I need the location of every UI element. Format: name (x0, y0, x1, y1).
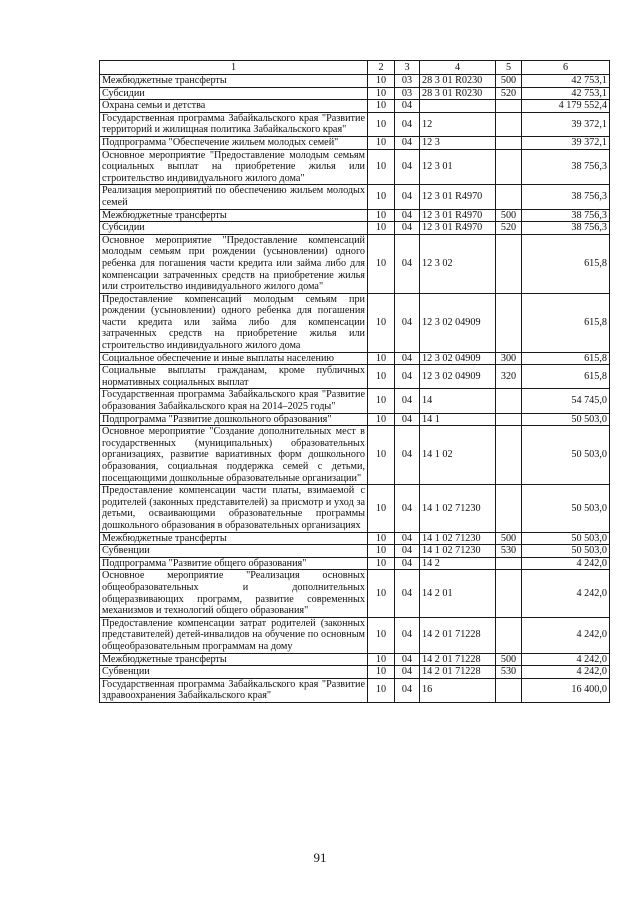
item-name-cell: Предоставление компенсации части платы, взимаемой с родителей (законных представителей) за присмотр и уход за детьми, осваивающими образовательные программы дошкольного образования в образовательных организациях (100, 485, 368, 532)
section-code-cell: 10 (368, 136, 395, 149)
item-name-cell: Основное мероприятие "Предоставление компенсаций молодым семьям при рождении (усыновлении) одного ребенка для погашения части кредита или займа либо для компенсации затраченных средств на приобретение жилья или строительство индивидуального жилого дома" (100, 234, 368, 293)
expense-type-cell: 530 (496, 666, 522, 679)
item-name-cell: Межбюджетные трансферты (100, 75, 368, 88)
amount-cell: 615,8 (522, 352, 610, 365)
target-article-cell: 12 3 01 (420, 149, 496, 185)
amount-cell: 4 242,0 (522, 570, 610, 617)
budget-table (99, 60, 610, 703)
item-name-cell: Предоставление компенсаций молодым семьям при рождении (усыновлении) одного ребенка для погашения части кредита или займа либо для компенсации затраченных средств на приобретение жилья или строительство индивидуального жилого дома (100, 293, 368, 352)
target-article-cell: 14 1 (420, 413, 496, 426)
expense-type-cell (496, 678, 522, 702)
target-article-cell: 14 1 02 (420, 426, 496, 485)
subsection-code-cell: 04 (395, 413, 420, 426)
expense-type-cell: 320 (496, 365, 522, 389)
table-row (100, 100, 610, 113)
target-article-cell: 14 1 02 71230 (420, 545, 496, 558)
column-header-1: 1 (100, 61, 368, 75)
target-article-cell: 14 2 01 71228 (420, 666, 496, 679)
expense-type-cell (496, 293, 522, 352)
amount-cell: 42 753,1 (522, 87, 610, 100)
subsection-code-cell: 04 (395, 352, 420, 365)
section-code-cell: 10 (368, 617, 395, 653)
section-code-cell: 10 (368, 570, 395, 617)
item-name-cell: Предоставление компенсации затрат родителей (законных представителей) детей-инвалидов на обучение по основным общеобразовательным программам на дому (100, 617, 368, 653)
subsection-code-cell: 04 (395, 149, 420, 185)
item-name-cell: Подпрограмма "Обеспечение жильем молодых семей" (100, 136, 368, 149)
expense-type-cell (496, 136, 522, 149)
column-header-5: 5 (496, 61, 522, 75)
expense-type-cell: 500 (496, 653, 522, 666)
subsection-code-cell: 04 (395, 666, 420, 679)
expense-type-cell (496, 100, 522, 113)
expense-type-cell (496, 485, 522, 532)
amount-cell: 50 503,0 (522, 532, 610, 545)
item-name-cell: Основное мероприятие "Предоставление молодым семьям социальных выплат на приобретение жилья или строительство индивидуального жилого дома" (100, 149, 368, 185)
subsection-code-cell: 04 (395, 185, 420, 209)
amount-cell: 4 242,0 (522, 653, 610, 666)
item-name-cell: Субвенции (100, 545, 368, 558)
amount-cell: 38 756,3 (522, 209, 610, 222)
item-name-cell: Подпрограмма "Развитие общего образования" (100, 557, 368, 570)
table-row (100, 485, 610, 532)
table-row (100, 532, 610, 545)
amount-cell: 50 503,0 (522, 545, 610, 558)
expense-type-cell (496, 185, 522, 209)
item-name-cell: Основное мероприятие "Создание дополнительных мест в государственных (муниципальных) образовательных организациях, развитие вариативных форм дошкольного образования, социальная поддержка семей с детьми, посещающими дошкольные образовательные организации" (100, 426, 368, 485)
amount-cell: 615,8 (522, 365, 610, 389)
amount-cell: 4 179 552,4 (522, 100, 610, 113)
amount-cell: 4 242,0 (522, 557, 610, 570)
table-row (100, 666, 610, 679)
section-code-cell: 10 (368, 75, 395, 88)
subsection-code-cell: 04 (395, 485, 420, 532)
target-article-cell: 14 2 01 71228 (420, 617, 496, 653)
amount-cell: 38 756,3 (522, 222, 610, 235)
item-name-cell: Межбюджетные трансферты (100, 209, 368, 222)
amount-cell: 50 503,0 (522, 413, 610, 426)
expense-type-cell (496, 617, 522, 653)
subsection-code-cell: 04 (395, 426, 420, 485)
target-article-cell: 12 3 01 R4970 (420, 222, 496, 235)
expense-type-cell: 500 (496, 532, 522, 545)
amount-cell: 38 756,3 (522, 149, 610, 185)
target-article-cell (420, 100, 496, 113)
subsection-code-cell: 03 (395, 75, 420, 88)
section-code-cell: 10 (368, 532, 395, 545)
amount-cell: 50 503,0 (522, 485, 610, 532)
section-code-cell: 10 (368, 389, 395, 413)
subsection-code-cell: 04 (395, 136, 420, 149)
subsection-code-cell: 04 (395, 234, 420, 293)
table-row (100, 678, 610, 702)
target-article-cell: 12 3 01 R4970 (420, 209, 496, 222)
amount-cell: 39 372,1 (522, 112, 610, 136)
section-code-cell: 10 (368, 653, 395, 666)
expense-type-cell: 520 (496, 87, 522, 100)
expense-type-cell (496, 389, 522, 413)
table-row (100, 149, 610, 185)
table-row (100, 136, 610, 149)
table-row (100, 209, 610, 222)
expense-type-cell (496, 413, 522, 426)
amount-cell: 615,8 (522, 234, 610, 293)
subsection-code-cell: 04 (395, 545, 420, 558)
amount-cell: 4 242,0 (522, 617, 610, 653)
item-name-cell: Субсидии (100, 222, 368, 235)
item-name-cell: Межбюджетные трансферты (100, 532, 368, 545)
target-article-cell: 14 1 02 71230 (420, 532, 496, 545)
table-row (100, 413, 610, 426)
section-code-cell: 10 (368, 112, 395, 136)
target-article-cell: 14 (420, 389, 496, 413)
section-code-cell: 10 (368, 149, 395, 185)
section-code-cell: 10 (368, 666, 395, 679)
subsection-code-cell: 04 (395, 365, 420, 389)
table-row (100, 222, 610, 235)
column-header-2: 2 (368, 61, 395, 75)
expense-type-cell (496, 234, 522, 293)
item-name-cell: Субвенции (100, 666, 368, 679)
column-header-3: 3 (395, 61, 420, 75)
table-row (100, 87, 610, 100)
expense-type-cell: 300 (496, 352, 522, 365)
subsection-code-cell: 04 (395, 570, 420, 617)
amount-cell: 16 400,0 (522, 678, 610, 702)
subsection-code-cell: 03 (395, 87, 420, 100)
item-name-cell: Государственная программа Забайкальского края "Развитие образования Забайкальского края на 2014–2025 годы" (100, 389, 368, 413)
subsection-code-cell: 04 (395, 617, 420, 653)
subsection-code-cell: 04 (395, 100, 420, 113)
amount-cell: 42 753,1 (522, 75, 610, 88)
section-code-cell: 10 (368, 352, 395, 365)
table-row (100, 570, 610, 617)
item-name-cell: Подпрограмма "Развитие дошкольного образования" (100, 413, 368, 426)
expense-type-cell: 500 (496, 75, 522, 88)
amount-cell: 38 756,3 (522, 185, 610, 209)
table-row (100, 293, 610, 352)
section-code-cell: 10 (368, 234, 395, 293)
target-article-cell: 12 3 02 (420, 234, 496, 293)
subsection-code-cell: 04 (395, 293, 420, 352)
target-article-cell: 12 3 01 R4970 (420, 185, 496, 209)
column-header-6: 6 (522, 61, 610, 75)
target-article-cell: 16 (420, 678, 496, 702)
target-article-cell: 12 3 02 04909 (420, 293, 496, 352)
amount-cell: 39 372,1 (522, 136, 610, 149)
section-code-cell: 10 (368, 87, 395, 100)
subsection-code-cell: 04 (395, 532, 420, 545)
subsection-code-cell: 04 (395, 389, 420, 413)
page-number: 91 (313, 850, 327, 865)
section-code-cell: 10 (368, 293, 395, 352)
table-header-row (100, 61, 610, 75)
amount-cell: 50 503,0 (522, 426, 610, 485)
expense-type-cell (496, 557, 522, 570)
subsection-code-cell: 04 (395, 653, 420, 666)
column-header-4: 4 (420, 61, 496, 75)
section-code-cell: 10 (368, 365, 395, 389)
table-row (100, 545, 610, 558)
section-code-cell: 10 (368, 557, 395, 570)
section-code-cell: 10 (368, 209, 395, 222)
expense-type-cell (496, 112, 522, 136)
subsection-code-cell: 04 (395, 222, 420, 235)
expense-type-cell: 520 (496, 222, 522, 235)
item-name-cell: Субсидии (100, 87, 368, 100)
section-code-cell: 10 (368, 100, 395, 113)
target-article-cell: 12 (420, 112, 496, 136)
expense-type-cell: 500 (496, 209, 522, 222)
item-name-cell: Государственная программа Забайкальского края "Развитие территорий и жилищная политика Забайкальского края" (100, 112, 368, 136)
item-name-cell: Социальное обеспечение и иные выплаты населению (100, 352, 368, 365)
table-row (100, 426, 610, 485)
table-row (100, 352, 610, 365)
amount-cell: 54 745,0 (522, 389, 610, 413)
section-code-cell: 10 (368, 185, 395, 209)
expense-type-cell: 530 (496, 545, 522, 558)
item-name-cell: Охрана семьи и детства (100, 100, 368, 113)
table-row (100, 365, 610, 389)
table-row (100, 557, 610, 570)
section-code-cell: 10 (368, 545, 395, 558)
target-article-cell: 12 3 (420, 136, 496, 149)
section-code-cell: 10 (368, 222, 395, 235)
table-row (100, 75, 610, 88)
subsection-code-cell: 04 (395, 112, 420, 136)
expense-type-cell (496, 149, 522, 185)
target-article-cell: 28 3 01 R0230 (420, 75, 496, 88)
target-article-cell: 14 2 (420, 557, 496, 570)
target-article-cell: 14 2 01 (420, 570, 496, 617)
item-name-cell: Межбюджетные трансферты (100, 653, 368, 666)
section-code-cell: 10 (368, 426, 395, 485)
amount-cell: 615,8 (522, 293, 610, 352)
section-code-cell: 10 (368, 678, 395, 702)
table-row (100, 185, 610, 209)
expense-type-cell (496, 570, 522, 617)
amount-cell: 4 242,0 (522, 666, 610, 679)
target-article-cell: 28 3 01 R0230 (420, 87, 496, 100)
table-body (100, 75, 610, 703)
target-article-cell: 14 2 01 71228 (420, 653, 496, 666)
section-code-cell: 10 (368, 485, 395, 532)
item-name-cell: Социальные выплаты гражданам, кроме публичных нормативных социальных выплат (100, 365, 368, 389)
table-row (100, 234, 610, 293)
table-row (100, 112, 610, 136)
table-row (100, 653, 610, 666)
subsection-code-cell: 04 (395, 557, 420, 570)
section-code-cell: 10 (368, 413, 395, 426)
target-article-cell: 12 3 02 04909 (420, 352, 496, 365)
table-row (100, 389, 610, 413)
item-name-cell: Реализация мероприятий по обеспечению жильем молодых семей (100, 185, 368, 209)
item-name-cell: Государственная программа Забайкальского края "Развитие здравоохранения Забайкальского края" (100, 678, 368, 702)
target-article-cell: 14 1 02 71230 (420, 485, 496, 532)
target-article-cell: 12 3 02 04909 (420, 365, 496, 389)
item-name-cell: Основное мероприятие "Реализация основных общеобразовательных и дополнительных общеразвивающих программ, развитие современных механизмов и технологий общего образования" (100, 570, 368, 617)
expense-type-cell (496, 426, 522, 485)
subsection-code-cell: 04 (395, 678, 420, 702)
table-row (100, 617, 610, 653)
subsection-code-cell: 04 (395, 209, 420, 222)
